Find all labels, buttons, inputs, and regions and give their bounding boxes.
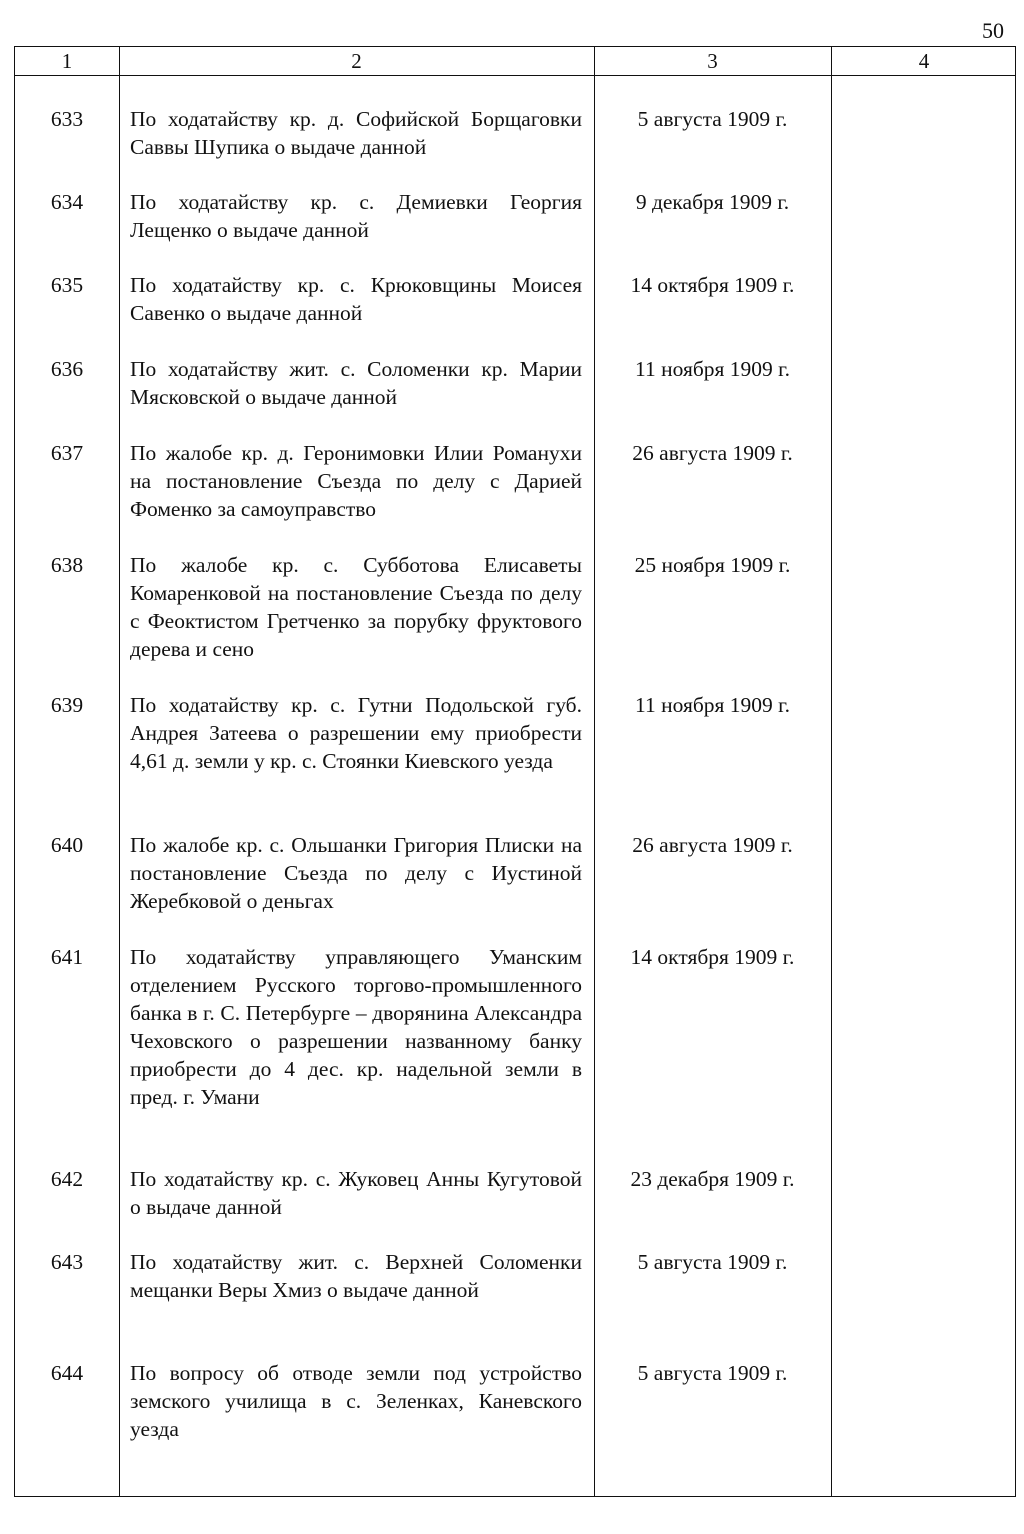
entry-date: 5 августа 1909 г. bbox=[637, 1361, 788, 1385]
column-divider bbox=[831, 47, 832, 1496]
entry-description: По ходатайству кр. с. Гутни Подольской губ. Андрея Затеева о разрешении ему приобрести 4,61 д. земли у кр. с. Стоянки Киевского уезда bbox=[130, 693, 582, 773]
entry-date: 14 октября 1909 г. bbox=[630, 945, 795, 969]
entry-date: 9 декабря 1909 г. bbox=[635, 190, 790, 214]
entry-number: 638 bbox=[50, 553, 84, 577]
entry-date: 25 ноября 1909 г. bbox=[634, 553, 791, 577]
entry-number: 634 bbox=[50, 190, 84, 214]
column-header-1: 1 bbox=[61, 49, 73, 73]
entry-number: 641 bbox=[50, 945, 84, 969]
entry-number: 635 bbox=[50, 273, 84, 297]
entry-date: 11 ноября 1909 г. bbox=[635, 693, 790, 717]
column-divider bbox=[119, 47, 120, 1496]
register-table bbox=[14, 46, 1016, 1497]
entry-date: 11 ноября 1909 г. bbox=[635, 357, 790, 381]
entry-date: 26 августа 1909 г. bbox=[632, 833, 793, 857]
entry-number: 642 bbox=[50, 1167, 84, 1191]
entry-description: По вопросу об отводе земли под устройство земского училища в с. Зеленках, Каневского уезда bbox=[130, 1361, 582, 1441]
entry-description: По ходатайству кр. с. Жуковец Анны Кугутовой о выдаче данной bbox=[130, 1167, 582, 1219]
column-header-2: 2 bbox=[351, 49, 362, 73]
entry-description: По ходатайству управляющего Уманским отделением Русского торгово-промышленного банка в г. С. Петербурге – дворянина Александра Чеховского о разрешении названному банку приобрести до 4 дес. кр. надельной земли в пред. г. Умани bbox=[130, 945, 582, 1109]
column-header-3: 3 bbox=[707, 49, 718, 73]
entry-description: По ходатайству кр. с. Крюковщины Моисея Савенко о выдаче данной bbox=[130, 273, 582, 325]
entry-date: 26 августа 1909 г. bbox=[632, 441, 793, 465]
entry-number: 640 bbox=[50, 833, 84, 857]
entry-description: По жалобе кр. д. Геронимовки Илии Романухи на постановление Съезда по делу с Дарией Фоменко за самоуправство bbox=[130, 441, 582, 521]
entry-date: 23 декабря 1909 г. bbox=[630, 1167, 795, 1191]
entry-date: 14 октября 1909 г. bbox=[630, 273, 795, 297]
entry-number: 644 bbox=[50, 1361, 84, 1385]
entry-description: По жалобе кр. с. Субботова Елисаветы Комаренковой на постановление Съезда по делу с Феоктистом Гретченко за порубку фруктового дерева и сено bbox=[130, 553, 582, 661]
entry-description: По ходатайству кр. с. Демиевки Георгия Лещенко о выдаче данной bbox=[130, 190, 582, 242]
column-header-row bbox=[15, 47, 1015, 76]
entry-number: 643 bbox=[50, 1250, 84, 1274]
entry-description: По ходатайству жит. с. Верхней Соломенки мещанки Веры Хмиз о выдаче данной bbox=[130, 1250, 582, 1302]
page-number: 50 bbox=[982, 18, 1004, 43]
column-divider bbox=[594, 47, 595, 1496]
entry-number: 637 bbox=[50, 441, 84, 465]
entry-date: 5 августа 1909 г. bbox=[637, 107, 788, 131]
column-header-4: 4 bbox=[918, 49, 930, 73]
entry-description: По жалобе кр. с. Ольшанки Григория Плиски на постановление Съезда по делу с Иустиной Жеребковой о деньгах bbox=[130, 833, 582, 913]
entry-date: 5 августа 1909 г. bbox=[637, 1250, 788, 1274]
entry-description: По ходатайству жит. с. Соломенки кр. Марии Мясковской о выдаче данной bbox=[130, 357, 582, 409]
entry-number: 639 bbox=[50, 693, 84, 717]
entry-number: 636 bbox=[50, 357, 84, 381]
entry-number: 633 bbox=[50, 107, 84, 131]
entry-description: По ходатайству кр. д. Софийской Борщаговки Саввы Шупика о выдаче данной bbox=[130, 107, 582, 159]
